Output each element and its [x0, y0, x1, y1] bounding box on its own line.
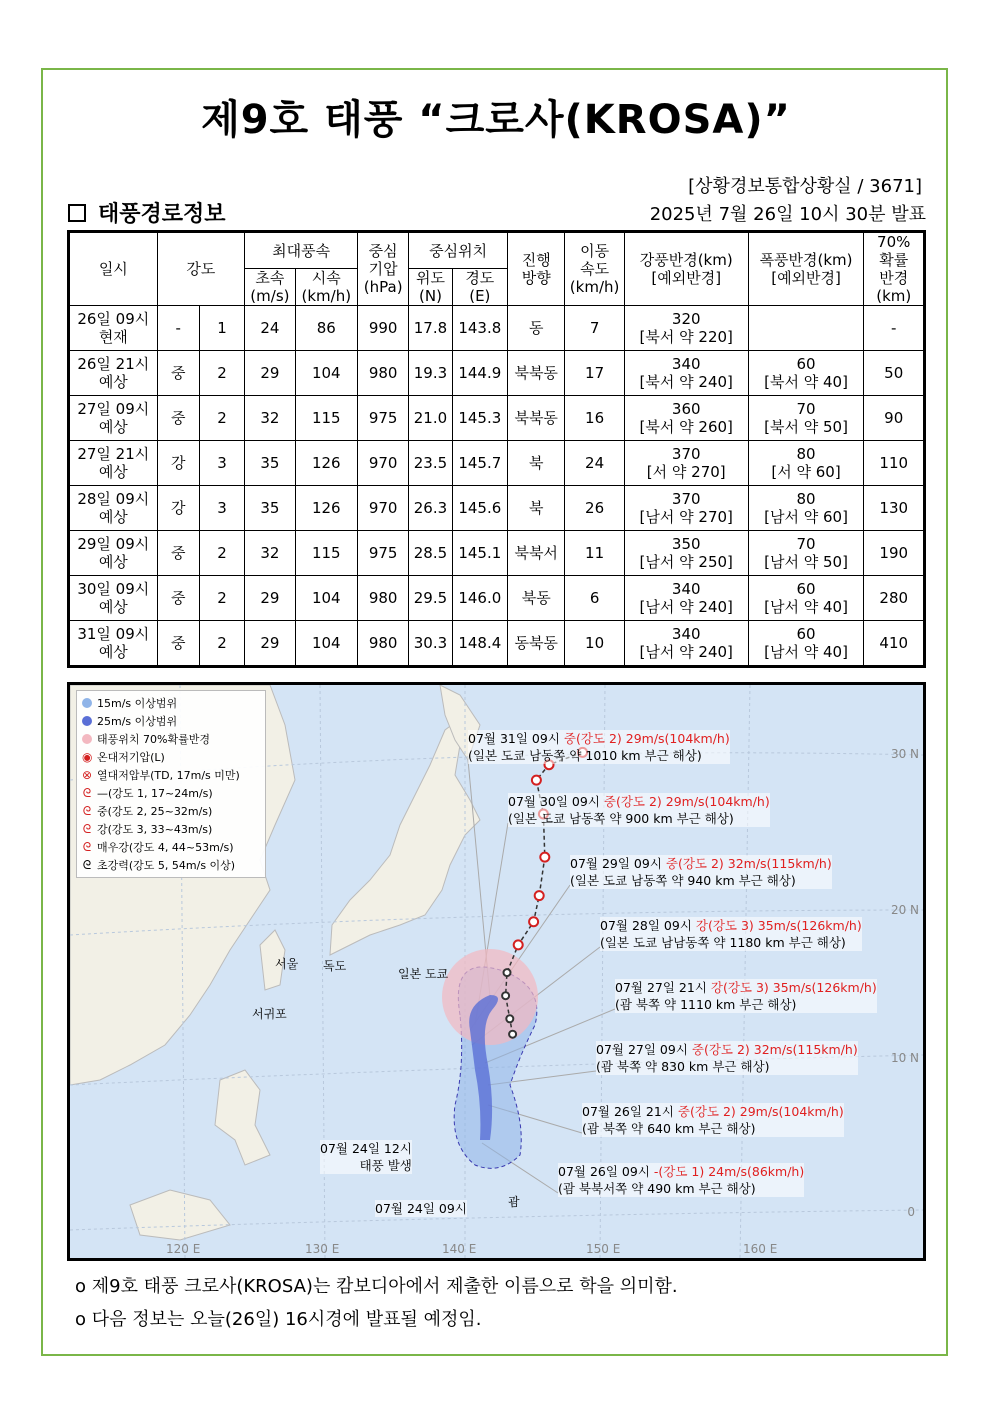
typhoon-icon: ᘓ: [82, 839, 92, 854]
cell-strong-radius: 340 [남서 약 240]: [624, 621, 748, 667]
cell-datetime: 27일 09시 예상: [69, 396, 158, 441]
cell-lon: 145.3: [452, 396, 507, 441]
cell-strong-radius: 340 [남서 약 240]: [624, 576, 748, 621]
cell-lon: 145.1: [452, 531, 507, 576]
legend-extratropical: ◉ 온대저기압(L): [82, 750, 165, 764]
cell-hpa: 975: [357, 396, 408, 441]
header-datetime: 일시: [69, 232, 158, 306]
cell-kmh: 126: [295, 486, 357, 531]
cell-datetime: 31일 09시 예상: [69, 621, 158, 667]
place-seoul: 서울: [275, 957, 299, 971]
track-annotation: 07월 27일 21시 강(강도 3) 35m/s(126km/h) (괌 북쪽 약 1110 km 부근 해상): [615, 980, 877, 1012]
table-row: [69, 576, 925, 621]
past-track-point: [504, 969, 511, 976]
page-title: 제9호 태풍 “크로사(KROSA)”: [201, 97, 791, 143]
note-name-meaning: o 제9호 태풍 크로사(KROSA)는 캄보디아에서 제출한 이름으로 학을 의미함.: [75, 1276, 678, 1297]
forecast-track-point: [514, 940, 523, 949]
cell-prob-radius: 280: [864, 576, 925, 621]
cell-strong-radius: 340 [북서 약 240]: [624, 351, 748, 396]
typhoon-icon: ᘓ: [82, 857, 92, 872]
cell-ms: 35: [245, 441, 295, 486]
place-seogwipo: 서귀포: [252, 1007, 287, 1021]
cell-kmh: 115: [295, 396, 357, 441]
table-row: [69, 396, 925, 441]
cell-speed: 24: [565, 441, 624, 486]
cell-lat: 19.3: [409, 351, 452, 396]
lat-label-10: 10 N: [890, 1051, 919, 1065]
cell-hpa: 975: [357, 531, 408, 576]
cell-hpa: 970: [357, 441, 408, 486]
cell-storm-radius: 80 [남서 약 60]: [748, 486, 864, 531]
cell-hpa: 970: [357, 486, 408, 531]
table-row: [69, 441, 925, 486]
map-legend: [76, 690, 266, 878]
cell-dir: 북: [508, 486, 565, 531]
cell-speed: 11: [565, 531, 624, 576]
cell-lon: 145.6: [452, 486, 507, 531]
cell-lat: 30.3: [409, 621, 452, 667]
low-icon: ◉: [82, 750, 93, 764]
cell-lat: 21.0: [409, 396, 452, 441]
typhoon-track-map: [67, 682, 926, 1261]
lon-label-120: 120 E: [166, 1242, 201, 1256]
lat-label-0: 0: [907, 1205, 915, 1219]
header-prob-radius: 70% 확률 반경 (km): [864, 232, 925, 306]
forecast-track-point: [535, 891, 544, 900]
cell-kmh: 104: [295, 621, 357, 667]
cell-datetime: 29일 09시 예상: [69, 531, 158, 576]
cell-level: 3: [199, 441, 244, 486]
cell-level: 2: [199, 531, 244, 576]
cell-dir: 북북동: [508, 396, 565, 441]
cell-lat: 17.8: [409, 306, 452, 351]
cell-lon: 145.7: [452, 441, 507, 486]
cell-kmh: 86: [295, 306, 357, 351]
cell-lat: 28.5: [409, 531, 452, 576]
cell-ms: 32: [245, 396, 295, 441]
cell-kmh: 104: [295, 351, 357, 396]
cell-lat: 29.5: [409, 576, 452, 621]
cell-ms: 29: [245, 351, 295, 396]
header-pressure: 중심 기압 (hPa): [357, 232, 408, 306]
cell-ms: 35: [245, 486, 295, 531]
header-strong-wind-radius: 강풍반경(km) [예외반경]: [624, 232, 748, 306]
issuing-office: [상황경보통합상황실 / 3671]: [688, 176, 922, 197]
typhoon-icon: ᘓ: [82, 821, 92, 836]
cell-hpa: 980: [357, 576, 408, 621]
legend-prob: 태풍위치 70%확률반경: [82, 730, 260, 748]
forecast-track-point: [532, 776, 541, 785]
cell-lat: 26.3: [409, 486, 452, 531]
legend-grade5: ᘓ 초강력(강도 5, 54m/s 이상): [82, 857, 236, 872]
cell-dir: 동북동: [508, 621, 565, 667]
cell-ms: 29: [245, 576, 295, 621]
td-icon: ⊗: [82, 768, 93, 782]
cell-strong-radius: 320 [북서 약 220]: [624, 306, 748, 351]
typhoon-icon: ᘓ: [82, 785, 92, 800]
cell-storm-radius: [748, 306, 864, 351]
cell-prob-radius: 90: [864, 396, 925, 441]
cell-speed: 26: [565, 486, 624, 531]
cell-grade: 중: [157, 621, 199, 667]
cell-speed: 10: [565, 621, 624, 667]
track-annotation: 07월 28일 09시 강(강도 3) 35m/s(126km/h) (일본 도쿄 남남동쪽 약 1180 km 부근 해상): [600, 918, 862, 950]
cell-grade: -: [157, 306, 199, 351]
header-kmh: 시속 (km/h): [295, 269, 357, 306]
header-intensity: 강도: [157, 232, 245, 306]
lat-label-20: 20 N: [890, 903, 919, 917]
cell-grade: 중: [157, 531, 199, 576]
track-annotation: 07월 29일 09시 중(강도 2) 32m/s(115km/h) (일본 도쿄 남동쪽 약 940 km 부근 해상): [570, 856, 832, 888]
lat-label-30: 30 N: [890, 747, 919, 761]
cell-datetime: 26일 21시 예상: [69, 351, 158, 396]
cell-level: 2: [199, 621, 244, 667]
forecast-track-point: [529, 917, 538, 926]
cell-dir: 북동: [508, 576, 565, 621]
header-ms: 초속 (m/s): [245, 269, 295, 306]
cell-grade: 중: [157, 576, 199, 621]
legend-grade2: ᘓ 중(강도 2, 25~32m/s): [82, 803, 213, 818]
note-next-release: o 다음 정보는 오늘(26일) 16시경에 발표될 예정임.: [75, 1309, 482, 1330]
header-speed: 이동 속도 (km/h): [565, 232, 624, 306]
track-annotation: 07월 30일 09시 중(강도 2) 29m/s(104km/h) (일본 도쿄 남동쪽 약 900 km 부근 해상): [508, 794, 770, 826]
cell-storm-radius: 60 [북서 약 40]: [748, 351, 864, 396]
legend-td: ⊗ 열대저압부(TD, 17m/s 미만): [82, 768, 240, 782]
cell-prob-radius: -: [864, 306, 925, 351]
cell-storm-radius: 80 [서 약 60]: [748, 441, 864, 486]
issued-time: 2025년 7월 26일 10시 30분 발표: [649, 204, 926, 225]
track-annotation: 07월 26일 21시 중(강도 2) 29m/s(104km/h) (괌 북쪽 약 640 km 부근 해상): [582, 1104, 844, 1136]
cell-grade: 중: [157, 396, 199, 441]
cell-speed: 6: [565, 576, 624, 621]
cell-kmh: 115: [295, 531, 357, 576]
cell-datetime: 28일 09시 예상: [69, 486, 158, 531]
cell-strong-radius: 360 [북서 약 260]: [624, 396, 748, 441]
cell-speed: 16: [565, 396, 624, 441]
past-track-point: [502, 992, 509, 999]
cell-speed: 17: [565, 351, 624, 396]
cell-datetime: 26일 09시 현재: [69, 306, 158, 351]
cell-storm-radius: 70 [북서 약 50]: [748, 396, 864, 441]
header-center: 중심위치: [409, 232, 508, 269]
cell-lat: 23.5: [409, 441, 452, 486]
section-heading: [68, 197, 226, 228]
cell-ms: 32: [245, 531, 295, 576]
cell-prob-radius: 110: [864, 441, 925, 486]
cell-datetime: 30일 09시 예상: [69, 576, 158, 621]
cell-grade: 강: [157, 486, 199, 531]
cell-level: 2: [199, 576, 244, 621]
forecast-track-point: [540, 853, 549, 862]
checkbox-icon: [68, 204, 86, 222]
cell-speed: 7: [565, 306, 624, 351]
lon-label-160: 160 E: [743, 1242, 778, 1256]
cell-level: 2: [199, 351, 244, 396]
cell-lon: 146.0: [452, 576, 507, 621]
cell-prob-radius: 130: [864, 486, 925, 531]
cell-level: 1: [199, 306, 244, 351]
cell-hpa: 990: [357, 306, 408, 351]
cell-ms: 24: [245, 306, 295, 351]
cell-prob-radius: 190: [864, 531, 925, 576]
cell-lon: 143.8: [452, 306, 507, 351]
cell-lon: 148.4: [452, 621, 507, 667]
track-annotation: 07월 31일 09시 중(강도 2) 29m/s(104km/h) (일본 도쿄 남동쪽 약 1010 km 부근 해상): [468, 731, 730, 763]
cell-hpa: 980: [357, 621, 408, 667]
place-guam: 괌: [508, 1195, 520, 1209]
cell-dir: 동: [508, 306, 565, 351]
header-storm-radius: 폭풍반경(km) [예외반경]: [748, 232, 864, 306]
cell-kmh: 104: [295, 576, 357, 621]
cell-strong-radius: 370 [남서 약 270]: [624, 486, 748, 531]
cell-datetime: 27일 21시 예상: [69, 441, 158, 486]
genesis-label: 07월 24일 12시 태풍 발생: [320, 1141, 412, 1173]
legend-15ms: 15m/s 이상범위: [82, 694, 260, 712]
lon-label-150: 150 E: [586, 1242, 621, 1256]
cell-grade: 강: [157, 441, 199, 486]
header-lon: 경도 (E): [452, 269, 507, 306]
table-row: [69, 351, 925, 396]
table-row: [69, 531, 925, 576]
lon-label-130: 130 E: [305, 1242, 340, 1256]
track-annotation: 07월 26일 09시 -(강도 1) 24m/s(86km/h) (괌 북북서쪽 약 490 km 부근 해상): [558, 1164, 805, 1196]
cell-storm-radius: 60 [남서 약 40]: [748, 576, 864, 621]
cell-strong-radius: 370 [서 약 270]: [624, 441, 748, 486]
past-track-point: [509, 1031, 516, 1038]
header-direction: 진행 방향: [508, 232, 565, 306]
table-row: [69, 306, 925, 351]
cell-storm-radius: 60 [남서 약 40]: [748, 621, 864, 667]
cell-grade: 중: [157, 351, 199, 396]
cell-kmh: 126: [295, 441, 357, 486]
cell-dir: 북: [508, 441, 565, 486]
cell-dir: 북북서: [508, 531, 565, 576]
cell-prob-radius: 50: [864, 351, 925, 396]
cell-prob-radius: 410: [864, 621, 925, 667]
lon-label-140: 140 E: [442, 1242, 477, 1256]
cell-dir: 북북동: [508, 351, 565, 396]
legend-grade4: ᘓ 매우강(강도 4, 44~53m/s): [82, 839, 234, 854]
track-annotation: 07월 27일 09시 중(강도 2) 32m/s(115km/h) (괌 북쪽 약 830 km 부근 해상): [596, 1042, 858, 1074]
cell-level: 3: [199, 486, 244, 531]
legend-25ms: 25m/s 이상범위: [82, 712, 260, 730]
typhoon-icon: ᘓ: [82, 803, 92, 818]
past-track-point: [506, 1015, 513, 1022]
header-lat: 위도 (N): [409, 269, 452, 306]
place-dokdo: 독도: [323, 959, 347, 973]
legend-grade3: ᘓ 강(강도 3, 33~43m/s): [82, 821, 213, 836]
cell-lon: 144.9: [452, 351, 507, 396]
legend-grade1: ᘓ —(강도 1, 17~24m/s): [82, 785, 213, 800]
cell-storm-radius: 70 [남서 약 50]: [748, 531, 864, 576]
cell-ms: 29: [245, 621, 295, 667]
table-row: [69, 621, 925, 667]
cell-level: 2: [199, 396, 244, 441]
section-title: 태풍경로정보: [98, 202, 226, 227]
cell-strong-radius: 350 [남서 약 250]: [624, 531, 748, 576]
start-label: 07월 24일 09시: [375, 1201, 467, 1216]
table-row: [69, 486, 925, 531]
header-max-wind: 최대풍속: [245, 232, 358, 269]
typhoon-track-table: [67, 230, 926, 668]
place-tokyo: 일본 도쿄: [398, 967, 449, 981]
cell-hpa: 980: [357, 351, 408, 396]
